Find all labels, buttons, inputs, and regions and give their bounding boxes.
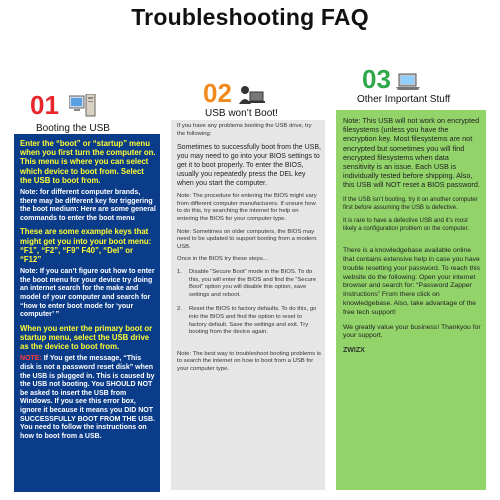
paragraph: When you enter the primary boot or startup menu, select the USB drive as the device to boot from. bbox=[20, 323, 153, 352]
booting-usb-panel bbox=[14, 134, 160, 492]
list-item bbox=[177, 306, 321, 336]
paragraph: Note: Sometimes on older computers, the BIOS may need to be updated to support booting from a modern USB. bbox=[177, 228, 317, 250]
section-2-heading: USB won’t Boot! bbox=[205, 108, 278, 119]
step-number: 1. bbox=[177, 268, 182, 275]
section-1-header bbox=[30, 92, 110, 134]
closing-note: Note: The best way to troubleshoot booting problems is to search the internet on how to boot from a USB for your computer type. bbox=[177, 350, 321, 372]
paragraph: Enter the “boot” or “startup” menu when you first turn the computer on. This menu is where you can select which device to boot from. Select the USB to boot from. bbox=[20, 139, 156, 185]
paragraph: Once in the BIOS try these steps… bbox=[177, 256, 269, 263]
paragraph: We greatly value your business! Thankyou for your support. bbox=[343, 323, 481, 340]
laptop-icon bbox=[395, 72, 421, 92]
paragraph: It is rare to have a defective USB and it’s most likely a configuration problem on the computer. bbox=[343, 217, 470, 233]
section-1-number: 01 bbox=[30, 90, 59, 120]
usb-wont-boot-panel bbox=[171, 120, 325, 490]
paragraph: Note: The procedure for entering the BIOS might vary from different computer manufacturers. If unsure how to do this, try searching the internet for help on entering the BIOS for your computer type. bbox=[177, 193, 317, 222]
step-text: Reset the BIOS to factory defaults. To do this, go into the BIOS and find the option to reset to factory default. Save the settings and exit. Try booting from the device again. bbox=[189, 306, 317, 336]
section-3-header bbox=[357, 64, 451, 105]
paragraph: If you have any problems booting the USB drive, try the following: bbox=[177, 123, 312, 137]
note-label: NOTE: bbox=[20, 355, 42, 363]
paragraph: Note: for different computer brands, there may be different key for triggering the boot medium: Here are some general commands to enter the boot menu bbox=[20, 189, 156, 222]
section-2-header bbox=[203, 80, 278, 119]
paragraph: Note: This USB will not work on encrypted filesystems (unless you have the encryption key. Most filesystems are not encrypted but sometimes you will find encrypted filesystems when data sensitivity is an issue. Each USB is individually tested before shipping. Also, this USB will NOT reset a BIOS password. bbox=[343, 116, 480, 190]
paragraph: These are some example keys that might get you into your boot menu: “F1”, “F2”, “F9” F40”, “Del” or “F12” bbox=[20, 227, 152, 264]
computer-tower-icon bbox=[69, 94, 97, 118]
step-text: Disable “Secure Boot” mode in the BIOS. To do this, you will enter the BIOS and find the “Secure Boot” option you will disable this option, save settings and reboot. bbox=[189, 268, 317, 298]
note-text: If You get the message, “This disk is not a password reset disk” when the USB is plugged in. This is caused by the USB not booting. You SHOULD NOT be asked to insert the USB from Windows. If you see this error box, ignore it because it means you DID NOT SUCCESSFULLY BOOT FROM THE USB. You need to follow the instructions on how to boot from a USB. bbox=[20, 355, 155, 440]
other-stuff-panel bbox=[336, 110, 486, 490]
laptop-user-icon bbox=[236, 84, 266, 106]
step-number: 2. bbox=[177, 306, 182, 313]
final-note bbox=[20, 355, 156, 441]
section-3-number: 03 bbox=[362, 64, 391, 94]
paragraph: Sometimes to successfully boot from the USB, you may need to go into your BIOS settings to get it to boot properly. To enter the BIOS, usually you repeatedly press the DEL key when you start the computer. bbox=[177, 144, 321, 188]
paragraph: If the USB isn’t booting, try it on another computer first before assuming the USB is defective. bbox=[343, 195, 478, 211]
section-3-heading: Other Important Stuff bbox=[357, 94, 451, 105]
paragraph: There is a knowledgebase available online that contains extensive help in case you have trouble resetting your password. To reach this website do the following: Open your internet browser and search for: “Password Zapper Instructions” From there click on knowledgebase. Also, take advantage of the free tech support! bbox=[343, 247, 481, 316]
section-1-heading: Booting the USB bbox=[36, 123, 110, 134]
section-2-number: 02 bbox=[203, 78, 232, 108]
list-item bbox=[177, 269, 321, 299]
page-title: Troubleshooting FAQ bbox=[131, 4, 369, 30]
paragraph: Note: If you can’t figure out how to enter the boot menu for your device try doing an internet search for the make and model of your computer and search for “how to enter boot mode for ‘your computer’ ” bbox=[20, 268, 155, 319]
signature: ZWIZX bbox=[343, 347, 365, 355]
